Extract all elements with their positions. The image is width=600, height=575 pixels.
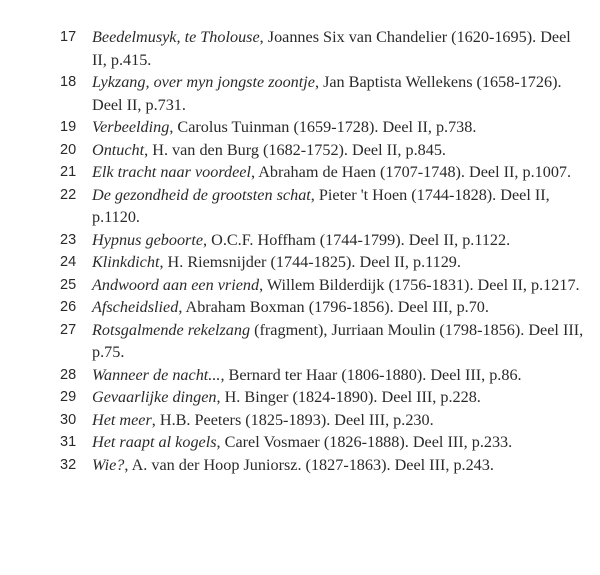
list-item <box>60 364 584 387</box>
entry-details: , Pieter 't Hoen (1744-1828). Deel II, p.1120. <box>92 185 550 226</box>
entry-details: , A. van der Hoop Juniorsz. (1827-1863). Deel III, p.243. <box>124 455 494 474</box>
poem-title: Wanneer de nacht... <box>92 365 221 384</box>
list-item <box>60 139 584 162</box>
entry-number: 23 <box>60 231 77 248</box>
entry-number: 17 <box>60 29 77 45</box>
entry-details: , Willem Bilderdijk (1756-1831). Deel II, p.1217. <box>259 275 580 294</box>
entry-details: , H. van den Burg (1682-1752). Deel II, p.845. <box>144 140 446 159</box>
poem-title: Het raapt al kogels <box>92 433 217 451</box>
entry-number: 24 <box>60 254 77 270</box>
list-item <box>60 184 584 229</box>
entry-number: 19 <box>60 119 77 135</box>
poem-title: Gevaarlijke dingen <box>92 388 217 406</box>
entry-number: 30 <box>60 411 77 428</box>
poem-title: Wie? <box>92 455 125 474</box>
entry-number: 31 <box>60 434 77 450</box>
poem-title: Het meer <box>92 410 152 429</box>
list-item <box>60 251 584 274</box>
poem-title: De gezondheid de grootsten schat <box>92 185 311 204</box>
entry-details: , Abraham Boxman (1796-1856). Deel III, p.70. <box>178 298 489 316</box>
list-item <box>60 319 584 364</box>
list-item <box>60 71 584 116</box>
poem-title: Andwoord aan een vriend <box>92 275 260 294</box>
entry-details: , H. Riemsnijder (1744-1825). Deel II, p.1129. <box>159 253 461 271</box>
entry-details: , Abraham de Haen (1707-1748). Deel II, p.1007. <box>251 163 572 181</box>
list-item <box>60 116 584 139</box>
entry-number: 32 <box>60 456 77 473</box>
entry-number: 26 <box>60 299 77 315</box>
entry-details: , Bernard ter Haar (1806-1880). Deel III, p.86. <box>220 365 522 384</box>
poem-list <box>60 26 584 476</box>
entry-details: , Carel Vosmaer (1826-1888). Deel III, p.233. <box>216 433 513 451</box>
list-item <box>60 409 584 432</box>
entry-details: , H.B. Peeters (1825-1893). Deel III, p.230. <box>151 410 434 429</box>
entry-details: (fragment), Jurriaan Moulin (1798-1856). Deel III, p.75. <box>92 320 584 361</box>
poem-title: Verbeelding <box>92 118 170 136</box>
list-item <box>60 454 584 477</box>
entry-details: , H. Binger (1824-1890). Deel III, p.228. <box>216 388 481 406</box>
list-item <box>60 26 584 71</box>
entry-number: 18 <box>60 74 77 90</box>
poem-title: Hypnus geboorte <box>92 230 204 249</box>
entry-details: , O.C.F. Hoffham (1744-1799). Deel II, p.1122. <box>203 230 511 249</box>
list-item <box>60 229 584 252</box>
poem-title: Afscheidslied <box>92 298 179 316</box>
list-item <box>60 161 584 184</box>
entry-number: 28 <box>60 366 77 383</box>
poem-title: Beedelmusyk, te Tholouse <box>92 28 260 46</box>
poem-title: Klinkdicht <box>92 253 160 271</box>
list-item <box>60 274 584 297</box>
entry-details: , Carolus Tuinman (1659-1728). Deel II, p.738. <box>169 118 477 136</box>
poem-title: Rotsgalmende rekelzang <box>92 320 251 339</box>
entry-number: 29 <box>60 389 77 405</box>
list-item <box>60 431 584 454</box>
entry-details: , Joannes Six van Chandelier (1620-1695). Deel II, p.415. <box>92 28 571 69</box>
list-item <box>60 386 584 409</box>
entry-number: 21 <box>60 164 77 180</box>
entry-number: 25 <box>60 276 77 293</box>
poem-title: Ontucht <box>92 140 145 159</box>
entry-number: 20 <box>60 141 77 158</box>
entry-number: 22 <box>60 186 77 203</box>
poem-title: Elk tracht naar voordeel <box>92 163 251 181</box>
entry-number: 27 <box>60 321 77 338</box>
list-item <box>60 296 584 319</box>
entry-details: , Jan Baptista Wellekens (1658-1726). Deel II, p.731. <box>92 73 562 114</box>
poem-title: Lykzang, over myn jongste zoontje <box>92 73 315 91</box>
